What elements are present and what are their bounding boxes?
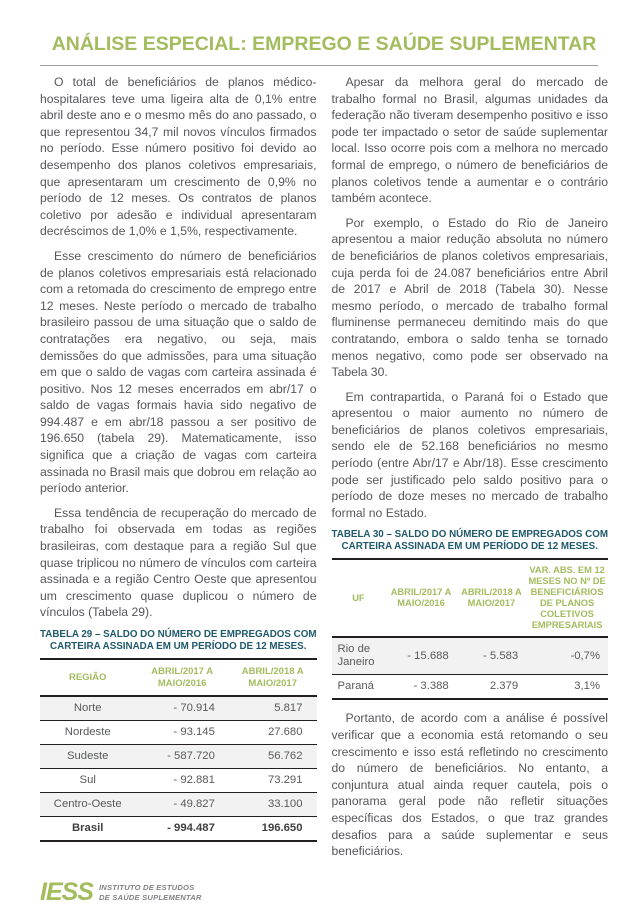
value-cell: - 587.720 bbox=[135, 745, 228, 769]
region-cell: Norte bbox=[40, 696, 135, 721]
paragraph-employment-link: Esse crescimento do número de beneficiários de planos coletivos empresariais está relacionado com a retomada do crescimento de emprego entre 12 meses. Neste período o mercado de trabalho brasileiro passou de uma situação que o saldo de contratações era negativo, ou seja, mais demissões do que admissões, para uma situação em que o saldo de vagas com carteira assinada é positivo. Nos 12 meses encerrados em abr/17 o saldo de vagas formais havia sido negativo de 994.487 e em abr/18 passou a ser positivo de 196.650 (tabela 29). Matematicamente, isso significa que a criação de vagas com carteira assinada no Brasil mais que dobrou em relação ao período anterior. bbox=[40, 248, 317, 496]
table-row bbox=[40, 769, 317, 793]
region-cell: Brasil bbox=[72, 822, 104, 834]
table-total-row bbox=[40, 817, 317, 842]
table-30-header-period2: ABRIL/2018 A MAIO/2017 bbox=[457, 559, 526, 637]
value-cell: 3,1% bbox=[574, 680, 600, 693]
title-divider bbox=[40, 65, 598, 66]
value-cell: 56.762 bbox=[229, 745, 317, 769]
value-cell: 27.680 bbox=[229, 721, 317, 745]
table-30 bbox=[332, 558, 609, 700]
table-row bbox=[332, 675, 609, 700]
uf-cell: Rio de Janeiro bbox=[332, 637, 386, 675]
paragraph-parana: Em contrapartida, o Paraná foi o Estado que apresentou o maior aumento no número de beneficiários de planos coletivos empresariais, sendo ele de 52.168 beneficiários no mesmo período (entre Abr/17 e Abr/18). Esse crescimento pode ser justificado pelo saldo positivo para o período de doze meses no mercado de trabalho formal no Estado. bbox=[331, 389, 608, 520]
paragraph-benefit-growth: O total de beneficiários de planos médico-hospitalares teve uma ligeira alta de 0,1% entre abril deste ano e o mesmo mês do ano passado, o que representou 34,7 mil novos vínculos firmados no período. Esse número positivo foi devido ao desempenho dos planos coletivos empresariais, que apresentaram um crescimento de 0,9% no período de 12 meses. Os contratos de planos coletivo por adesão e individual apresentaram decréscimos de 1,0% e 1,5%, respectivamente. bbox=[40, 75, 317, 239]
table-row bbox=[40, 793, 317, 817]
paragraph-conclusion: Portanto, de acordo com a análise é possível verificar que a economia está retomando o seu crescimento e isso está refletindo no crescimento do número de beneficiários. No entanto, a conjuntura atual ainda requer cautela, pois o panorama geral pode não refletir situações específicas dos Estados, o que traz grandes desafios para a saúde suplementar e seus beneficiários. bbox=[331, 711, 608, 859]
table-30-header-uf: UF bbox=[332, 559, 386, 637]
paragraph-regional-trend: Essa tendência de recuperação do mercado de trabalho foi observada em todas as regiões brasileiras, com destaque para a região Sul que quase triplicou no número de vínculos com carteira assinada e a região Centro Oeste que apresentou um crescimento quase duplicou o número de vínculos (Tabela 29). bbox=[40, 505, 317, 620]
region-cell: Sudeste bbox=[40, 745, 135, 769]
value-cell: 5.817 bbox=[229, 696, 317, 721]
table-29-title: TABELA 29 – SALDO DO NÚMERO DE EMPREGADOS COM CARTEIRA ASSINADA EM UM PERÍODO DE 12 MESES. bbox=[40, 629, 317, 652]
footer bbox=[40, 880, 202, 905]
table-30-block bbox=[332, 529, 609, 700]
table-row bbox=[40, 745, 317, 769]
paragraph-federation-units: Apesar da melhora geral do mercado de trabalho formal no Brasil, algumas unidades da federação não tiveram desempenho positivo e isso pode ter impactado o setor de saúde suplementar local. Isso ocorre pois com a melhora no mercado formal de emprego, o número de beneficiários de planos coletivos tende a aumentar e o contrário também acontece. bbox=[331, 75, 608, 206]
value-cell: - 49.827 bbox=[135, 793, 228, 817]
uf-cell: Paraná bbox=[337, 680, 374, 693]
value-cell: 33.100 bbox=[229, 793, 317, 817]
iess-logo: IESS bbox=[40, 878, 93, 906]
table-row bbox=[332, 637, 609, 675]
value-cell: 73.291 bbox=[229, 769, 317, 793]
value-cell: - 93.145 bbox=[135, 721, 228, 745]
iess-org-name bbox=[99, 883, 202, 901]
left-column bbox=[40, 74, 317, 868]
value-cell: - 92.881 bbox=[135, 769, 228, 793]
value-cell: -0,7% bbox=[526, 637, 608, 675]
region-cell: Nordeste bbox=[40, 721, 135, 745]
value-cell: - 15.688 bbox=[385, 637, 456, 675]
value-cell: 2.379 bbox=[489, 680, 519, 693]
value-cell: 196.650 bbox=[261, 822, 303, 834]
table-row bbox=[40, 696, 317, 721]
iess-org-line1: INSTITUTO DE ESTUDOS bbox=[98, 883, 195, 893]
table-29 bbox=[40, 658, 317, 842]
value-cell: - 5.583 bbox=[457, 637, 526, 675]
table-30-title: TABELA 30 – SALDO DO NÚMERO DE EMPREGADOS COM CARTEIRA ASSINADA EM UM PERÍODO DE 12 MESES. bbox=[331, 529, 609, 553]
table-29-block bbox=[40, 629, 317, 842]
table-30-header-row bbox=[332, 559, 609, 637]
iess-org-line2: DE SAÚDE SUPLEMENTAR bbox=[98, 892, 202, 902]
table-29-header-row bbox=[40, 659, 317, 696]
table-30-header-var-abs: VAR. ABS. EM 12 MESES NO Nº DE BENEFICIÁRIOS DE PLANOS COLETIVOS EMPRESARIAIS bbox=[526, 559, 608, 637]
value-cell: - 70.914 bbox=[135, 696, 228, 721]
two-column-body bbox=[40, 74, 608, 868]
region-cell: Sul bbox=[40, 769, 135, 793]
table-29-header-period1: ABRIL/2017 A MAIO/2016 bbox=[135, 659, 228, 696]
right-column bbox=[332, 74, 609, 868]
value-cell: - 994.487 bbox=[167, 822, 215, 834]
table-29-header-period2: ABRIL/2018 A MAIO/2017 bbox=[229, 659, 317, 696]
paragraph-rio-de-janeiro: Por exemplo, o Estado do Rio de Janeiro apresentou a maior redução absoluta no número de beneficiários de planos coletivos empresariais, cuja perda foi de 24.087 beneficiários entre Abril de 2017 e Abril de 2018 (Tabela 30). Nesse mesmo período, o mercado de trabalho formal fluminense permaneceu demitindo mais do que contratando, embora o saldo tenha se tornado menos negativo, como pode ser observado na Tabela 30. bbox=[331, 215, 608, 380]
region-cell: Centro-Oeste bbox=[40, 793, 135, 817]
table-row bbox=[40, 721, 317, 745]
table-30-header-period1: ABRIL/2017 A MAIO/2016 bbox=[385, 559, 456, 637]
table-29-header-region: REGIÃO bbox=[40, 659, 135, 696]
value-cell: - 3.388 bbox=[413, 680, 449, 693]
page-title: ANÁLISE ESPECIAL: EMPREGO E SAÚDE SUPLEMENTAR bbox=[51, 33, 597, 55]
